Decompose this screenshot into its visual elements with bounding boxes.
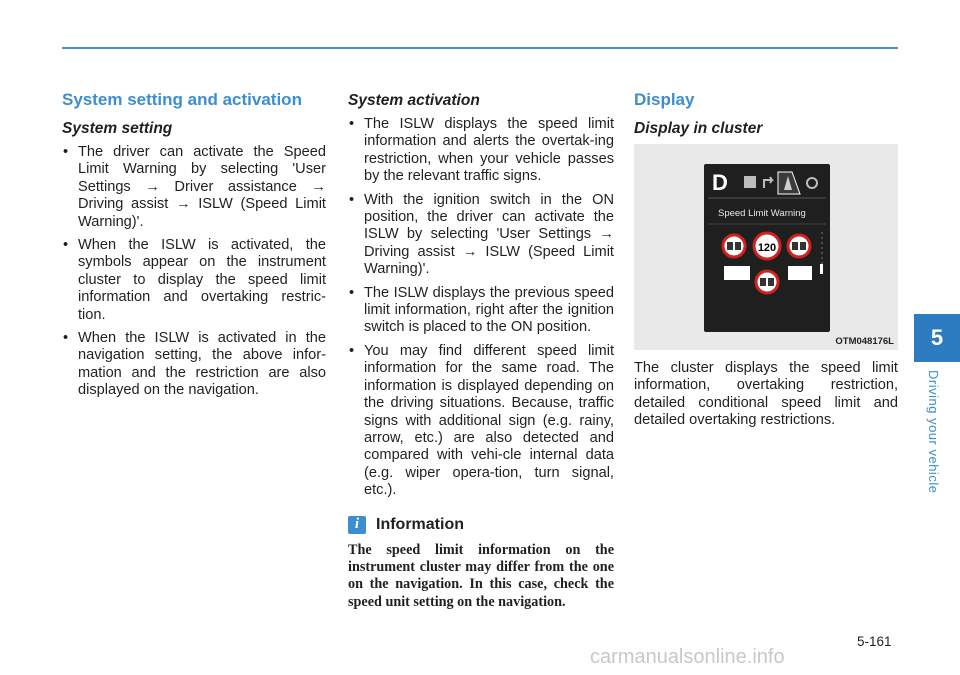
car-glyph-icon [735, 242, 741, 250]
bullet-list [62, 144, 326, 400]
additional-sign-icon [724, 266, 750, 280]
list-item: • When the ISLW is activated, the symbols appear on the instrument cluster to display the speed limit information and overtaking restric-tion. [62, 237, 326, 324]
list-item: • You may find different speed limit information for the same road. The information is displayed depending on the driving situations. Because, traffic signs with additional sign (e.g. rainy, arrow, etc.) are also detected and compared with vehi-cle internal data (e.g. wiper opera-tion, turn signal, etc.). [348, 343, 614, 500]
section-heading: Display [634, 90, 695, 109]
additional-sign-icon [788, 266, 812, 280]
list-item: • The driver can activate the Speed Limit Warning by selecting 'User Settings → Driver assistance → Driving assist → ISLW (Speed Limit Warning)'. [62, 144, 326, 231]
bullet-list [348, 116, 614, 500]
info-icon: i [348, 516, 366, 534]
watermark: carmanualsonline.info [590, 646, 785, 668]
chapter-name: Driving your vehicle [926, 370, 941, 494]
arrow-icon [764, 177, 772, 188]
cluster-figure [634, 144, 898, 350]
info-body: The speed limit information on the instrument cluster may differ from the one on the navigation. In this case, check the speed unit setting on the navigation. [348, 541, 614, 610]
menu-tab-icon [744, 176, 756, 188]
no-overtaking-sign-icon [788, 235, 810, 257]
column-2 [348, 88, 614, 611]
cluster-screen [704, 164, 830, 332]
no-overtaking-sign-icon [756, 271, 778, 293]
car-glyph-icon [727, 242, 733, 250]
screen-title: Speed Limit Warning [718, 208, 806, 219]
no-overtaking-sign-icon [723, 235, 745, 257]
list-item: • The ISLW displays the speed limit information and alerts the overtak-ing restriction, when your vehicle passes by the relevant traffic signs. [348, 116, 614, 186]
column-3 [634, 88, 898, 430]
list-item: • The ISLW displays the previous speed limit information, right after the ignition switch is placed to the ON position. [348, 285, 614, 337]
gear-icon [807, 178, 817, 188]
figure-caption: OTM048176L [835, 336, 894, 347]
top-rule [62, 47, 898, 49]
speed-limit-value: 120 [757, 242, 777, 254]
info-box-header [348, 516, 614, 534]
column-1 [62, 88, 326, 406]
car-glyph-icon [792, 242, 798, 250]
scroll-thumb [820, 264, 823, 274]
chapter-tab: 5 [914, 314, 960, 362]
list-item: • With the ignition switch in the ON position, the driver can activate the ISLW by selecting 'User Settings → Driving assist → ISLW (Speed Limit Warning)'. [348, 192, 614, 279]
page-number: 5-161 [857, 634, 892, 649]
section-heading: System setting and activation [62, 90, 302, 109]
car-glyph-icon [800, 242, 806, 250]
subsection-heading: System activation [348, 92, 480, 109]
display-description: The cluster displays the speed limit information, overtaking restriction, detailed conditional speed limit and detailed overtaking restrictions. [634, 360, 898, 429]
gear-indicator: D [712, 170, 728, 195]
car-glyph-icon [768, 278, 774, 286]
subsection-heading: System setting [62, 120, 173, 137]
list-item: • When the ISLW is activated in the navigation setting, the above infor-mation and the restriction are also displayed on the navigation. [62, 330, 326, 400]
car-glyph-icon [760, 278, 766, 286]
info-title: Information [376, 515, 464, 533]
subsection-heading: Display in cluster [634, 120, 763, 137]
cluster-display-graphic [704, 164, 830, 332]
